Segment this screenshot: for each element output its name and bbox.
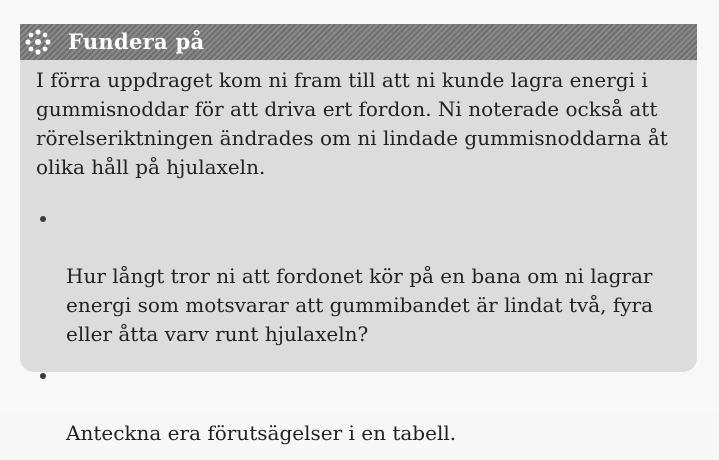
asterisk-dots-icon [23,27,53,57]
intro-paragraph: I förra uppdraget kom ni fram till att ni kunde lagra energi i gummisnoddar för att driva ert fordon. Ni noterade också att rörelseriktningen ändrades om ni lindade gummisnoddarna åt olika håll på hjulaxeln. [36,68,668,179]
bullet-text: Hur långt tror ni att fordonet kör på en bana om ni lagrar energi som motsvarar att gummibandet är lindat två, fyra eller åtta varv runt hjulaxeln? [66,264,654,346]
bullet-item [36,361,686,448]
bullet-text: Anteckna era förutsägelser i en tabell. [66,421,457,445]
bullet-item [36,204,686,349]
think-about-box [20,24,697,445]
bullet-dot-icon [40,216,46,222]
bullet-list [36,204,686,460]
box-header [20,24,697,60]
bullet-dot-icon [40,373,46,379]
box-title: Fundera på [68,29,205,54]
